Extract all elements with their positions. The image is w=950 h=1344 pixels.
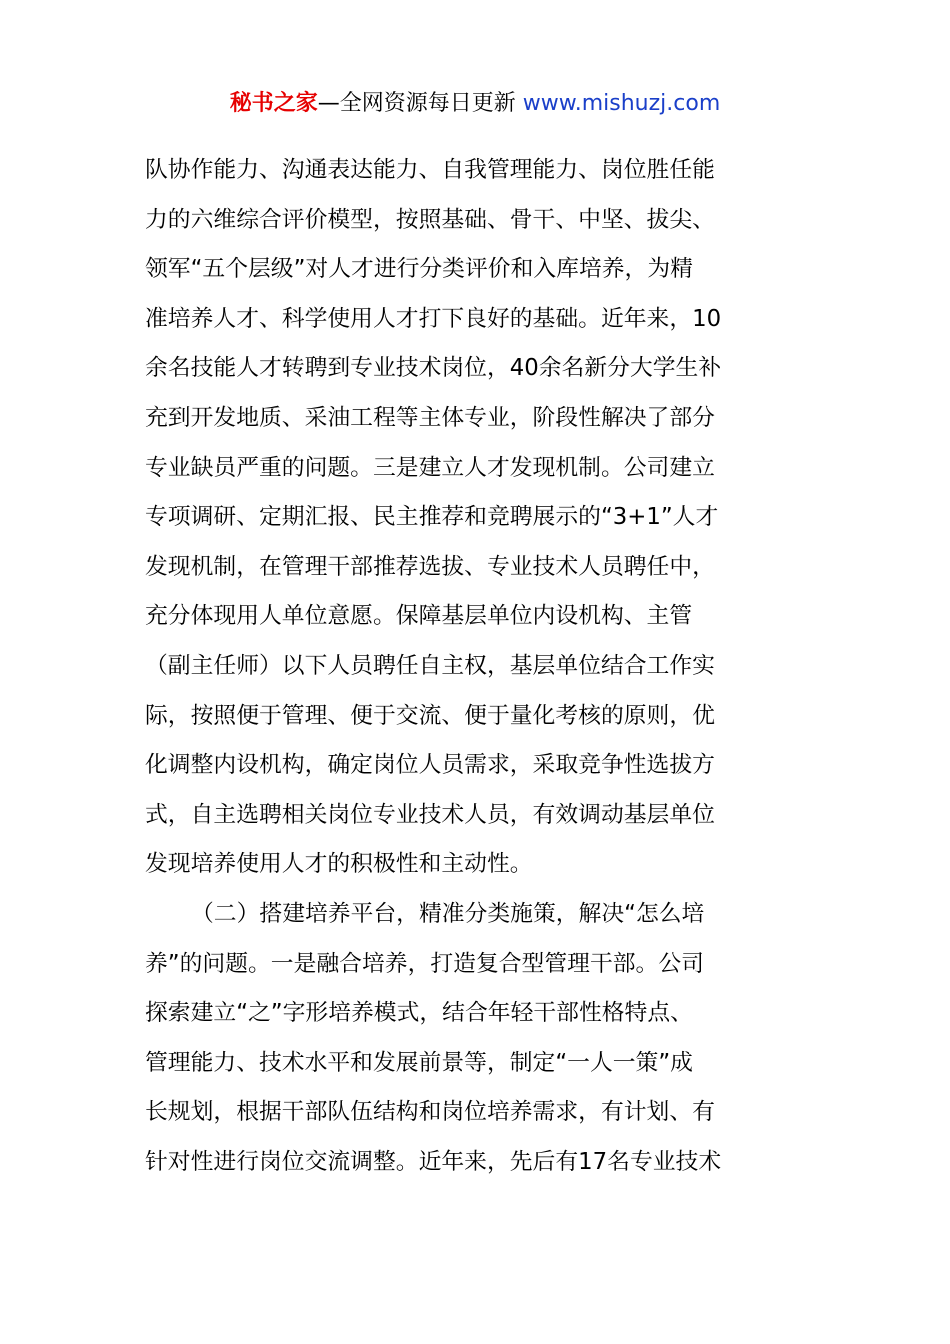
text-line: 专业缺员严重的问题。三是建立人才发现机制。公司建立	[145, 454, 715, 481]
text-line: 充分体现用人单位意愿。保障基层单位内设机构、主管	[145, 603, 693, 630]
text-line: 探索建立“之”字形培养模式，结合年轻干部性格特点、	[145, 1000, 693, 1027]
text-line: 专项调研、定期汇报、民主推荐和竞聘展示的“3+1”人才	[145, 504, 719, 531]
text-line: 际，按照便于管理、便于交流、便于量化考核的原则，优	[145, 702, 715, 729]
text-line: 余名技能人才转聘到专业技术岗位，40余名新分大学生补	[145, 355, 722, 382]
site-brand: 秘书之家	[229, 91, 318, 116]
text-line: 管理能力、技术水平和发展前景等，制定“一人一策”成	[145, 1049, 693, 1076]
site-header	[0, 88, 950, 120]
text-line: 领军“五个层级”对人才进行分类评价和入库培养，为精	[145, 256, 693, 283]
text-line: 发现培养使用人才的积极性和主动性。	[145, 851, 533, 878]
text-line: 长规划，根据干部队伍结构和岗位培养需求，有计划、有	[145, 1099, 715, 1126]
text-line: 发现机制，在管理干部推荐选拔、专业技术人员聘任中，	[145, 553, 715, 580]
document-body	[145, 146, 825, 1187]
site-tagline: —全网资源每日更新	[317, 91, 523, 116]
section-heading-line: （二）搭建培养平台，精准分类施策，解决“怎么培	[191, 900, 705, 927]
text-line: 准培养人才、科学使用人才打下良好的基础。近年来，10	[145, 305, 722, 332]
text-line: 力的六维综合评价模型，按照基础、骨干、中坚、拔尖、	[145, 206, 715, 233]
text-line: 养”的问题。一是融合培养，打造复合型管理干部。公司	[145, 950, 704, 977]
text-line: 化调整内设机构，确定岗位人员需求，采取竞争性选拔方	[145, 752, 715, 779]
text-line: （副主任师）以下人员聘任自主权，基层单位结合工作实	[145, 652, 715, 679]
text-line: 针对性进行岗位交流调整。近年来，先后有17名专业技术	[145, 1148, 722, 1175]
text-line: 充到开发地质、采油工程等主体专业，阶段性解决了部分	[145, 404, 715, 431]
text-line: 队协作能力、沟通表达能力、自我管理能力、岗位胜任能	[145, 157, 715, 183]
text-line: 式，自主选聘相关岗位专业技术人员，有效调动基层单位	[145, 801, 715, 828]
site-url-link[interactable]: www.mishuzj.com	[522, 91, 721, 116]
